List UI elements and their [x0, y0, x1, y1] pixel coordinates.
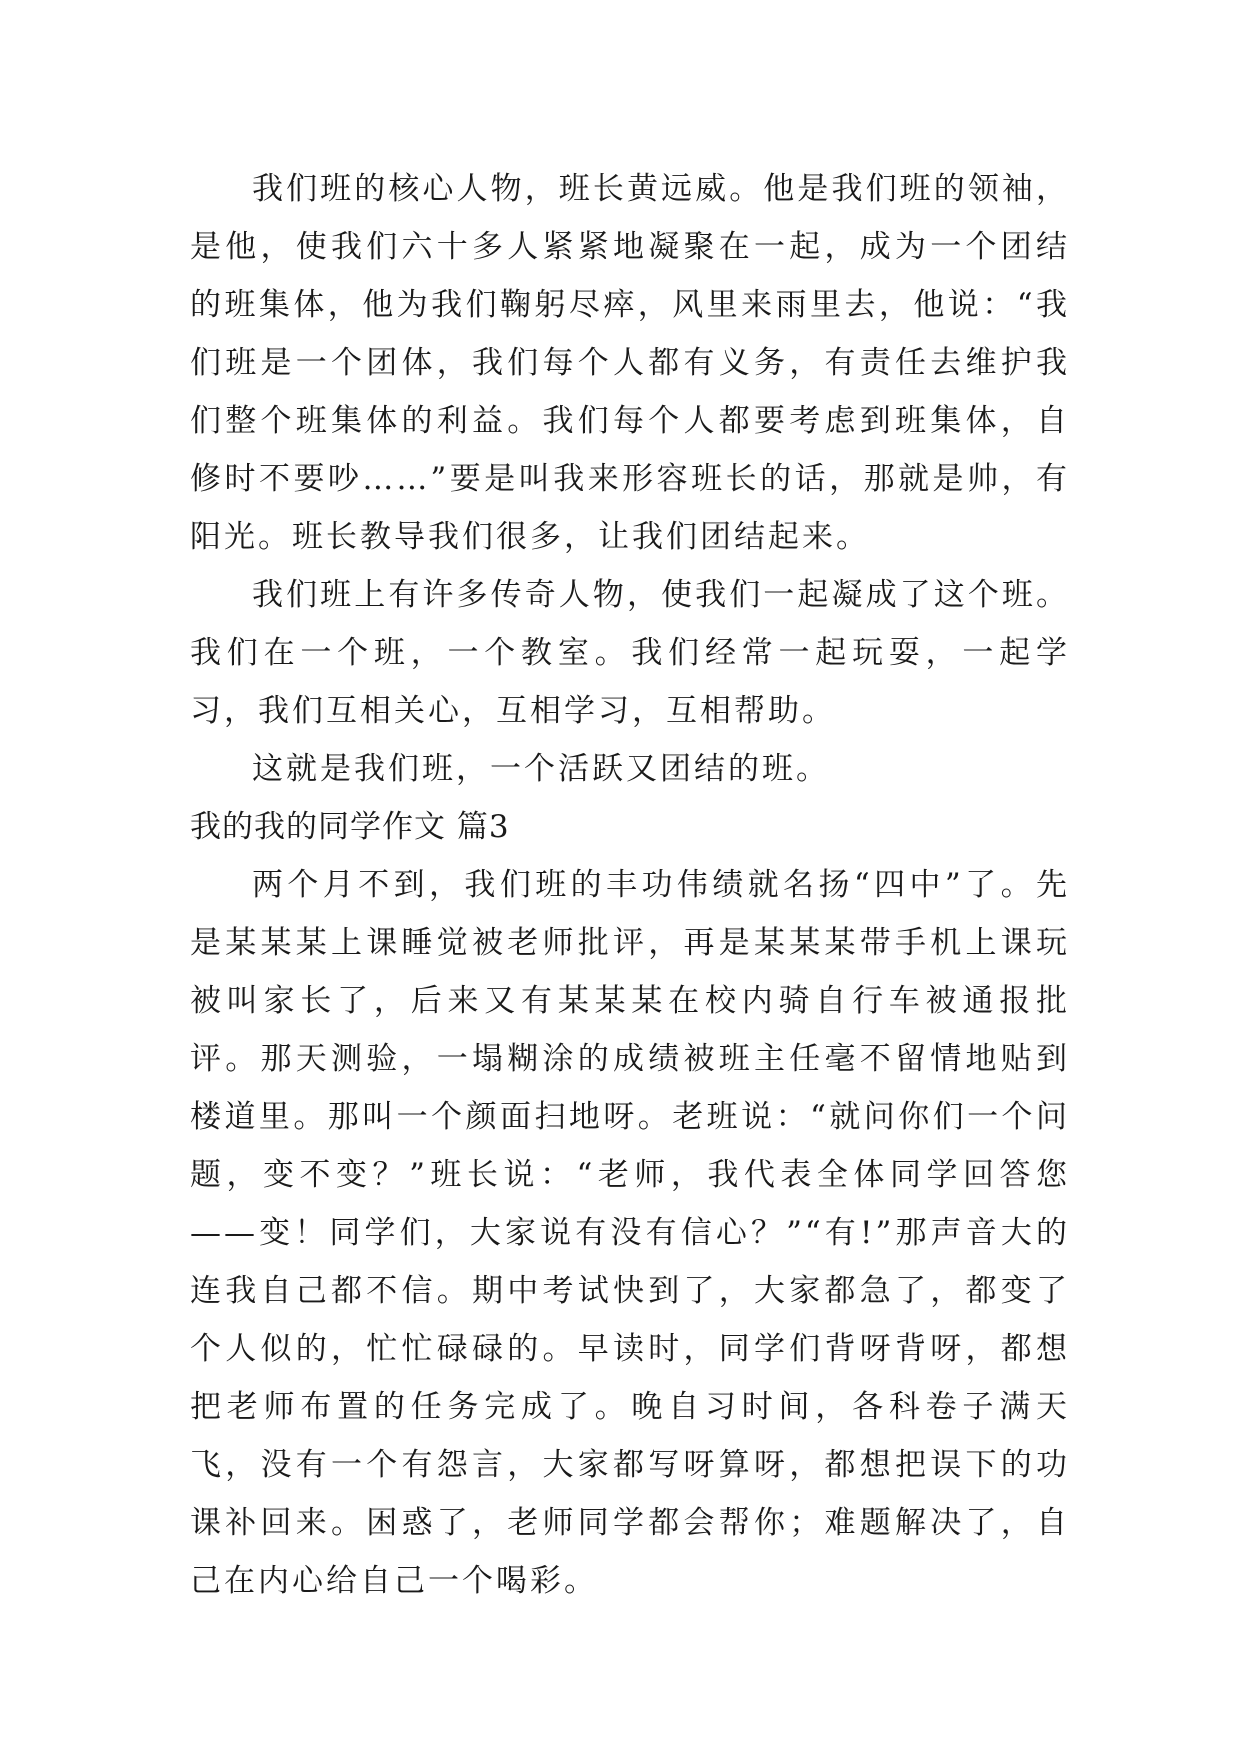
document-page: [190, 160, 1070, 1610]
paragraph-conclusion: 这就是我们班，一个活跃又团结的班。: [252, 751, 830, 787]
section-heading: 我的我的同学作文 篇3: [190, 809, 510, 845]
paragraph-two-months: 两个月不到，我们班的丰功伟绩就名扬“四中”了。先是某某某上课睡觉被老师批评，再是某某某带手机上课玩被叫家长了，后来又有某某某在校内骑自行车被通报批评。那天测验，一塌糊涂的成绩被班主任毫不留情地贴到楼道里。那叫一个颜面扫地呀。老班说：“就问你们一个问题，变不变？”班长说：“老师，我代表全体同学回答您——变！同学们，大家说有没有信心？”“有!”那声音大的连我自己都不信。期中考试快到了，大家都急了，都变了个人似的，忙忙碌碌的。早读时，同学们背呀背呀，都想把老师布置的任务完成了。晚自习时间，各科卷子满天飞，没有一个有怨言，大家都写呀算呀，都想把误下的功课补回来。困惑了，老师同学都会帮你；难题解决了，自己在内心给自己一个喝彩。: [190, 867, 1070, 1599]
paragraph-legendary-people: 我们班上有许多传奇人物，使我们一起凝成了这个班。我们在一个班，一个教室。我们经常一起玩耍，一起学习，我们互相关心，互相学习，互相帮助。: [190, 577, 1070, 729]
paragraph-class-monitor: 我们班的核心人物，班长黄远威。他是我们班的领袖，是他，使我们六十多人紧紧地凝聚在一起，成为一个团结的班集体，他为我们鞠躬尽瘁，风里来雨里去，他说：“我们班是一个团体，我们每个人都有义务，有责任去维护我们整个班集体的利益。我们每个人都要考虑到班集体，自修时不要吵……”要是叫我来形容班长的话，那就是帅，有阳光。班长教导我们很多，让我们团结起来。: [190, 171, 1070, 555]
